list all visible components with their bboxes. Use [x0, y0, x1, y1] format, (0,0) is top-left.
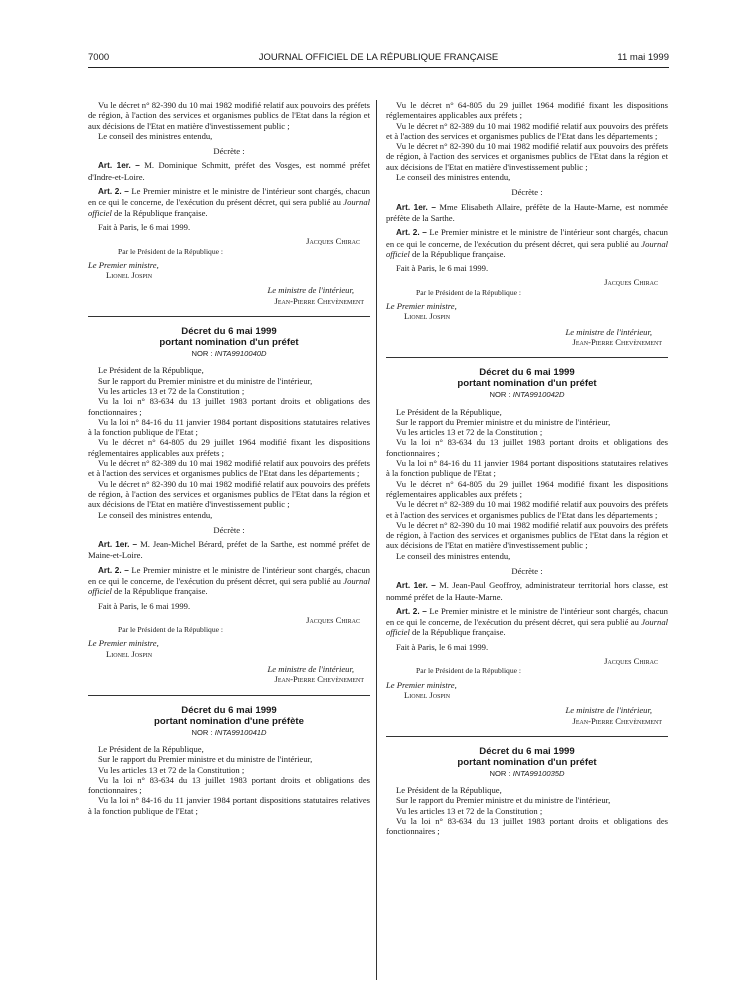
article-text: Le Premier ministre et le ministre de l'intérieur sont chargés, chacun en ce qui le concerne, de l'exécution du présent décret, qui sera publié au: [88, 564, 370, 586]
minister-name: Jean-Pierre Chevènement: [274, 295, 364, 306]
paragraph: Vu la loi n° 83-634 du 13 juillet 1983 portant droits et obligations des fonctionnaires ;: [88, 774, 370, 796]
paragraph: Vu la loi n° 84-16 du 11 janvier 1984 portant dispositions statutaires relatives à la fonction publique de l'Etat ;: [88, 795, 370, 816]
paragraph-list: [386, 785, 668, 836]
decree-subtitle: portant nomination d'un préfet: [159, 337, 299, 349]
article-1: [386, 580, 668, 602]
minister-name: Jean-Pierre Chevènement: [274, 674, 364, 685]
issue-date: 11 mai 1999: [617, 52, 669, 63]
nor-code: INTA9910035D: [512, 768, 565, 778]
decree-subtitle: portant nomination d'une préfète: [154, 715, 304, 727]
minister-title: Le ministre de l'intérieur,: [267, 664, 354, 675]
paragraph: Vu les articles 13 et 72 de la Constitution ;: [396, 427, 543, 438]
paragraph: Vu le décret n° 64-805 du 29 juillet 1964 modifié fixant les dispositions réglementaires applicables aux préfets ;: [88, 437, 370, 458]
article-lead: Art. 2. –: [396, 228, 427, 238]
paragraph: Vu les articles 13 et 72 de la Constitution ;: [98, 764, 245, 775]
article-2: [386, 606, 668, 638]
decrete-label: Décrète :: [213, 524, 245, 535]
nor-label: NOR :: [489, 390, 513, 400]
fait-line: Fait à Paris, le 6 mai 1999.: [396, 641, 489, 652]
fait-line: Fait à Paris, le 6 mai 1999.: [98, 221, 191, 232]
column-divider: [376, 100, 377, 980]
decree-continuation: [386, 100, 668, 347]
decree-title: Décret du 6 mai 1999: [479, 367, 575, 379]
paragraph: Vu le décret n° 82-389 du 10 mai 1982 modifié relatif aux pouvoirs des préfets et à l'action des services et organismes publics de l'Etat dans les départements ;: [386, 499, 668, 520]
article-text: M. Dominique Schmitt, préfet des Vosges, est nommé préfet d'Indre-et-Loire.: [88, 160, 370, 182]
article-text: M. Jean-Michel Bérard, préfet de la Sarthe, est nommé préfet de Maine-et-Loire.: [88, 539, 370, 561]
paragraph: Le Président de la République,: [396, 785, 502, 796]
paragraph: Vu le décret n° 64-805 du 29 juillet 1964 modifié fixant les dispositions réglementaires applicables aux préfets ;: [386, 100, 668, 121]
paragraph: Le Président de la République,: [98, 365, 204, 376]
signer-name: Jacques Chirac: [306, 236, 360, 247]
article-lead: Art. 1er. –: [396, 581, 436, 591]
paragraph: Sur le rapport du Premier ministre et du ministre de l'intérieur,: [396, 416, 611, 427]
article-2: [88, 186, 370, 218]
journal-ref: Journal officiel: [88, 575, 370, 597]
pm-title: Le Premier ministre,: [386, 301, 457, 312]
paragraph: Vu le décret n° 82-390 du 10 mai 1982 modifié relatif aux pouvoirs des préfets de région, à l'action des services et organismes publics de l'Etat dans la région et aux décisions de l'Etat en matière d'investissement public ;: [88, 100, 370, 131]
decree-berard: [88, 326, 370, 685]
paragraph: Vu la loi n° 83-634 du 13 juillet 1983 portant droits et obligations des fonctionnaires ;: [386, 816, 668, 837]
article-text: de la République française.: [409, 627, 506, 638]
pm-name: Lionel Jospin: [404, 689, 451, 700]
article-lead: Art. 2. –: [98, 187, 129, 197]
nor-line: [88, 728, 370, 738]
paragraph: Vu le décret n° 82-390 du 10 mai 1982 modifié relatif aux pouvoirs des préfets de région, à l'action des services et organismes publics de l'Etat dans la région et aux décisions de l'Etat en matière d'investissement public ;: [386, 141, 668, 172]
decrete-label: Décrète :: [511, 187, 543, 198]
left-column: [88, 100, 370, 816]
article-1: [386, 202, 668, 224]
article-text: de la République française.: [111, 586, 208, 597]
par-line: Par le Président de la République :: [416, 666, 522, 676]
pm-title: Le Premier ministre,: [88, 259, 159, 270]
paragraph: Vu le décret n° 82-389 du 10 mai 1982 modifié relatif aux pouvoirs des préfets et à l'action des services et organismes publics de l'Etat dans les départements ;: [88, 458, 370, 479]
article-text: Le Premier ministre et le ministre de l'intérieur sont chargés, chacun en ce qui le concerne, de l'exécution du présent décret, qui sera publié au: [386, 605, 668, 628]
article-text: Le Premier ministre et le ministre de l'intérieur sont chargés, chacun en ce qui le concerne, de l'exécution du présent décret, qui sera publié au: [88, 186, 370, 208]
article-lead: Art. 2. –: [396, 606, 427, 616]
paragraph: Sur le rapport du Premier ministre et du ministre de l'intérieur,: [396, 795, 611, 806]
decrete-label: Décrète :: [511, 565, 543, 576]
header-rule: [88, 67, 669, 68]
article-lead: Art. 1er. –: [98, 540, 138, 550]
nor-label: NOR :: [191, 349, 215, 359]
decree-title: Décret du 6 mai 1999: [181, 326, 277, 338]
paragraph: Vu le décret n° 82-390 du 10 mai 1982 modifié relatif aux pouvoirs des préfets de région, à l'action des services et organismes publics de l'Etat dans la région et aux décisions de l'Etat en matière d'investissement public ;: [386, 519, 668, 551]
decree-geoffroy: [386, 367, 668, 726]
paragraph: Vu les articles 13 et 72 de la Constitution ;: [396, 805, 543, 816]
article-lead: Art. 2. –: [98, 565, 129, 575]
paragraph-list: [88, 744, 370, 816]
par-line: Par le Président de la République :: [118, 246, 224, 256]
signer-name: Jacques Chirac: [604, 277, 658, 288]
article-text: de la République française.: [409, 248, 506, 259]
paragraph-list: [386, 100, 668, 182]
paragraph: Vu la loi n° 84-16 du 11 janvier 1984 portant dispositions statutaires relatives à la fonction publique de l'Etat ;: [386, 458, 668, 479]
decree-title: Décret du 6 mai 1999: [181, 704, 277, 716]
nor-label: NOR :: [489, 768, 513, 778]
paragraph: Le Président de la République,: [396, 406, 502, 417]
minister-title: Le ministre de l'intérieur,: [565, 705, 652, 716]
paragraph: Le Président de la République,: [98, 743, 204, 754]
page-header: [88, 52, 669, 66]
nor-label: NOR :: [191, 727, 215, 737]
article-lead: Art. 1er. –: [396, 202, 436, 212]
paragraph: Vu le décret n° 64-805 du 29 juillet 1964 modifié fixant les dispositions réglementaires applicables aux préfets ;: [386, 478, 668, 499]
article-text: Mme Elisabeth Allaire, préfète de la Haute-Marne, est nommée préfète de la Sarthe.: [386, 201, 669, 223]
paragraph: Vu le décret n° 82-390 du 10 mai 1982 modifié relatif aux pouvoirs des préfets de région, à l'action des services et organismes publics de l'Etat dans la région et aux décisions de l'Etat en matière d'investissement public ;: [88, 478, 370, 510]
decree-prefete: [88, 705, 370, 816]
paragraph: Le conseil des ministres entendu,: [98, 509, 213, 520]
paragraph-list: [386, 407, 668, 561]
paragraph: Vu la loi n° 83-634 du 13 juillet 1983 portant droits et obligations des fonctionnaires ;: [386, 437, 668, 458]
nor-line: [386, 390, 668, 400]
decree-separator: [88, 695, 370, 696]
paragraph: Vu la loi n° 83-634 du 13 juillet 1983 portant droits et obligations des fonctionnaires ;: [88, 396, 370, 417]
nor-line: [88, 349, 370, 359]
decree-subtitle: portant nomination d'un préfet: [457, 378, 597, 390]
pm-name: Lionel Jospin: [106, 648, 153, 659]
article-1: [88, 539, 370, 561]
nor-line: [386, 769, 668, 779]
decree-separator: [386, 736, 668, 737]
nor-code: INTA9910041D: [214, 727, 267, 737]
page-number: 7000: [88, 52, 110, 63]
paragraph: Sur le rapport du Premier ministre et du ministre de l'intérieur,: [98, 754, 313, 765]
minister-name: Jean-Pierre Chevènement: [572, 336, 662, 347]
right-column: [386, 100, 668, 837]
paragraph: Le conseil des ministres entendu,: [396, 172, 511, 183]
decree-title: Décret du 6 mai 1999: [479, 745, 575, 757]
paragraph: Vu les articles 13 et 72 de la Constitution ;: [98, 385, 245, 396]
minister-title: Le ministre de l'intérieur,: [267, 285, 354, 296]
pm-title: Le Premier ministre,: [88, 638, 159, 649]
decree-separator: [88, 316, 370, 317]
journal-title: JOURNAL OFFICIEL DE LA RÉPUBLIQUE FRANÇAISE: [258, 52, 499, 63]
decree-next: [386, 746, 668, 837]
journal-ref: Journal officiel: [386, 617, 668, 638]
paragraph: Le conseil des ministres entendu,: [98, 130, 213, 141]
article-text: M. Jean-Paul Geoffroy, administrateur territorial hors classe, est nommé préfet de la Haute-Marne.: [386, 580, 668, 602]
signer-name: Jacques Chirac: [306, 614, 360, 625]
signer-name: Jacques Chirac: [604, 656, 658, 667]
article-lead: Art. 1er. –: [98, 161, 140, 171]
par-line: Par le Président de la République :: [118, 625, 224, 635]
paragraph: Vu le décret n° 82-389 du 10 mai 1982 modifié relatif aux pouvoirs des préfets et à l'action des services et organismes publics de l'Etat dans les départements ;: [386, 120, 668, 141]
decree-separator: [386, 357, 668, 358]
journal-ref: Journal officiel: [88, 197, 370, 218]
decree-continuation: [88, 100, 370, 306]
par-line: Par le Président de la République :: [416, 287, 522, 297]
nor-code: INTA9910040D: [214, 349, 267, 359]
article-1: [88, 160, 370, 182]
article-2: [386, 227, 668, 259]
decrete-label: Décrète :: [213, 146, 245, 157]
paragraph-list: [88, 100, 370, 141]
paragraph: Le conseil des ministres entendu,: [396, 550, 511, 561]
fait-line: Fait à Paris, le 6 mai 1999.: [98, 600, 191, 611]
article-text: Le Premier ministre et le ministre de l'intérieur sont chargés, chacun en ce qui le concerne, de l'exécution du présent décret, qui sera publié au: [386, 227, 668, 249]
nor-code: INTA9910042D: [512, 390, 565, 400]
paragraph: Sur le rapport du Premier ministre et du ministre de l'intérieur,: [98, 375, 313, 386]
journal-ref: Journal officiel: [386, 238, 668, 259]
article-2: [88, 565, 370, 597]
decree-subtitle: portant nomination d'un préfet: [457, 756, 597, 768]
minister-name: Jean-Pierre Chevènement: [572, 715, 662, 726]
article-text: de la République française.: [111, 207, 208, 218]
paragraph-list: [88, 365, 370, 519]
paragraph: Vu la loi n° 84-16 du 11 janvier 1984 portant dispositions statutaires relatives à la fonction publique de l'Etat ;: [88, 416, 370, 438]
minister-title: Le ministre de l'intérieur,: [565, 326, 652, 337]
pm-name: Lionel Jospin: [404, 311, 451, 322]
pm-title: Le Premier ministre,: [386, 679, 457, 690]
pm-name: Lionel Jospin: [106, 270, 153, 281]
fait-line: Fait à Paris, le 6 mai 1999.: [396, 263, 489, 274]
